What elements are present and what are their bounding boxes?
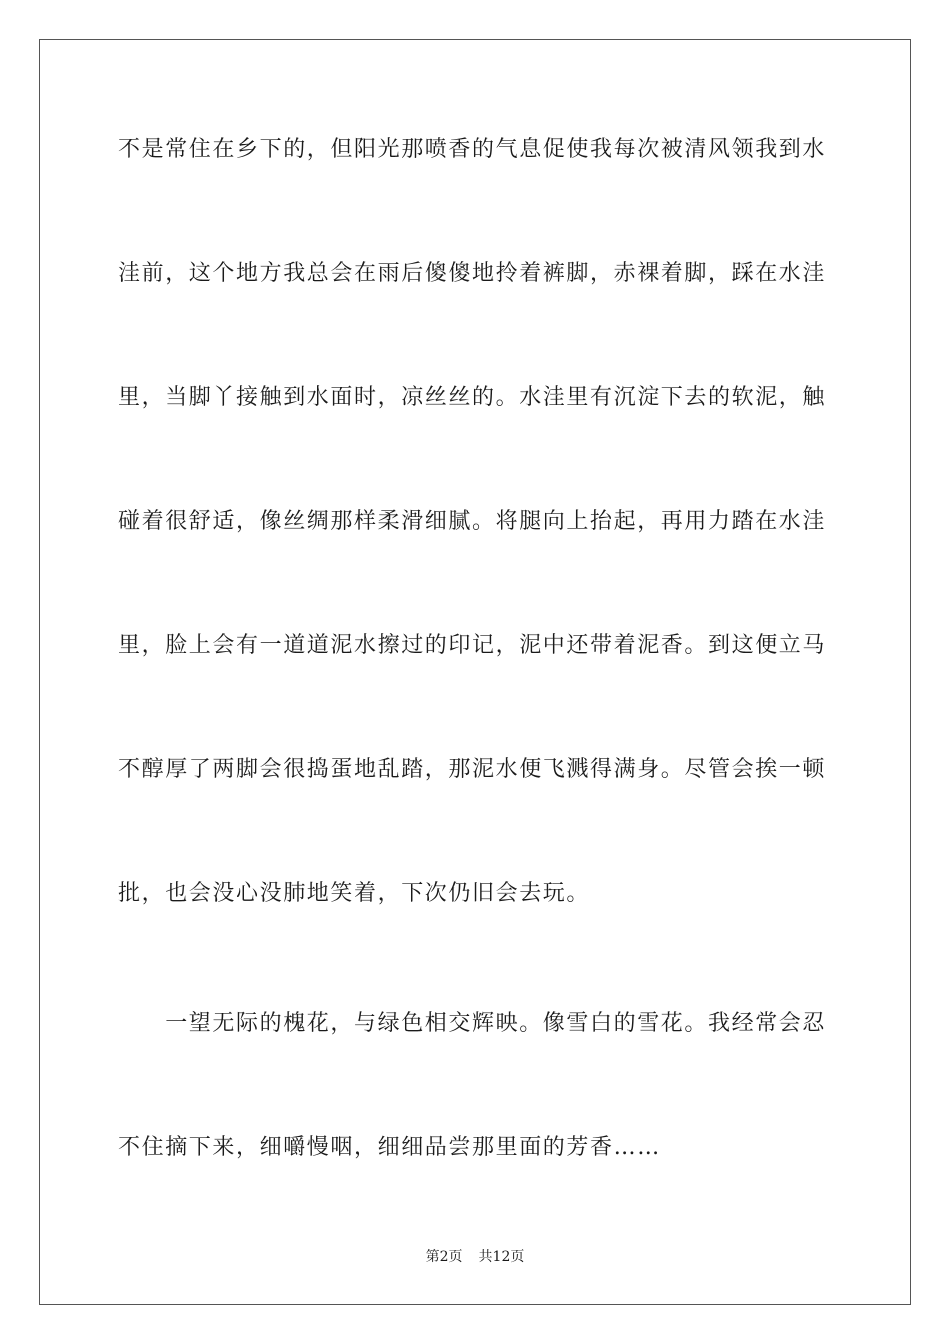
page-footer <box>0 1248 950 1266</box>
text-line: 一望无际的槐花，与绿色相交辉映。像雪白的雪花。我经常会忍 <box>118 1011 827 1036</box>
text-line: 批，也会没心没肺地笑着，下次仍旧会去玩。 <box>118 881 591 906</box>
page-number: 第2页 <box>425 1249 463 1265</box>
text-line: 不醇厚了两脚会很捣蛋地乱踏，那泥水便飞溅得满身。尽管会挨一顿 <box>118 757 827 782</box>
text-line: 里，当脚丫接触到水面时，凉丝丝的。水洼里有沉淀下去的软泥，触 <box>118 385 827 410</box>
text-line: 里，脸上会有一道道泥水擦过的印记，泥中还带着泥香。到这便立马 <box>118 633 827 658</box>
page-border <box>39 39 911 1305</box>
text-line: 洼前，这个地方我总会在雨后傻傻地拎着裤脚，赤裸着脚，踩在水洼 <box>118 261 827 286</box>
text-line: 碰着很舒适，像丝绸那样柔滑细腻。将腿向上抬起，再用力踏在水洼 <box>118 509 827 534</box>
text-line: 不住摘下来，细嚼慢咽，细细品尝那里面的芳香…… <box>118 1135 661 1160</box>
page-total: 共12页 <box>478 1249 525 1265</box>
text-line: 不是常住在乡下的，但阳光那喷香的气息促使我每次被清风领我到水 <box>118 137 827 162</box>
